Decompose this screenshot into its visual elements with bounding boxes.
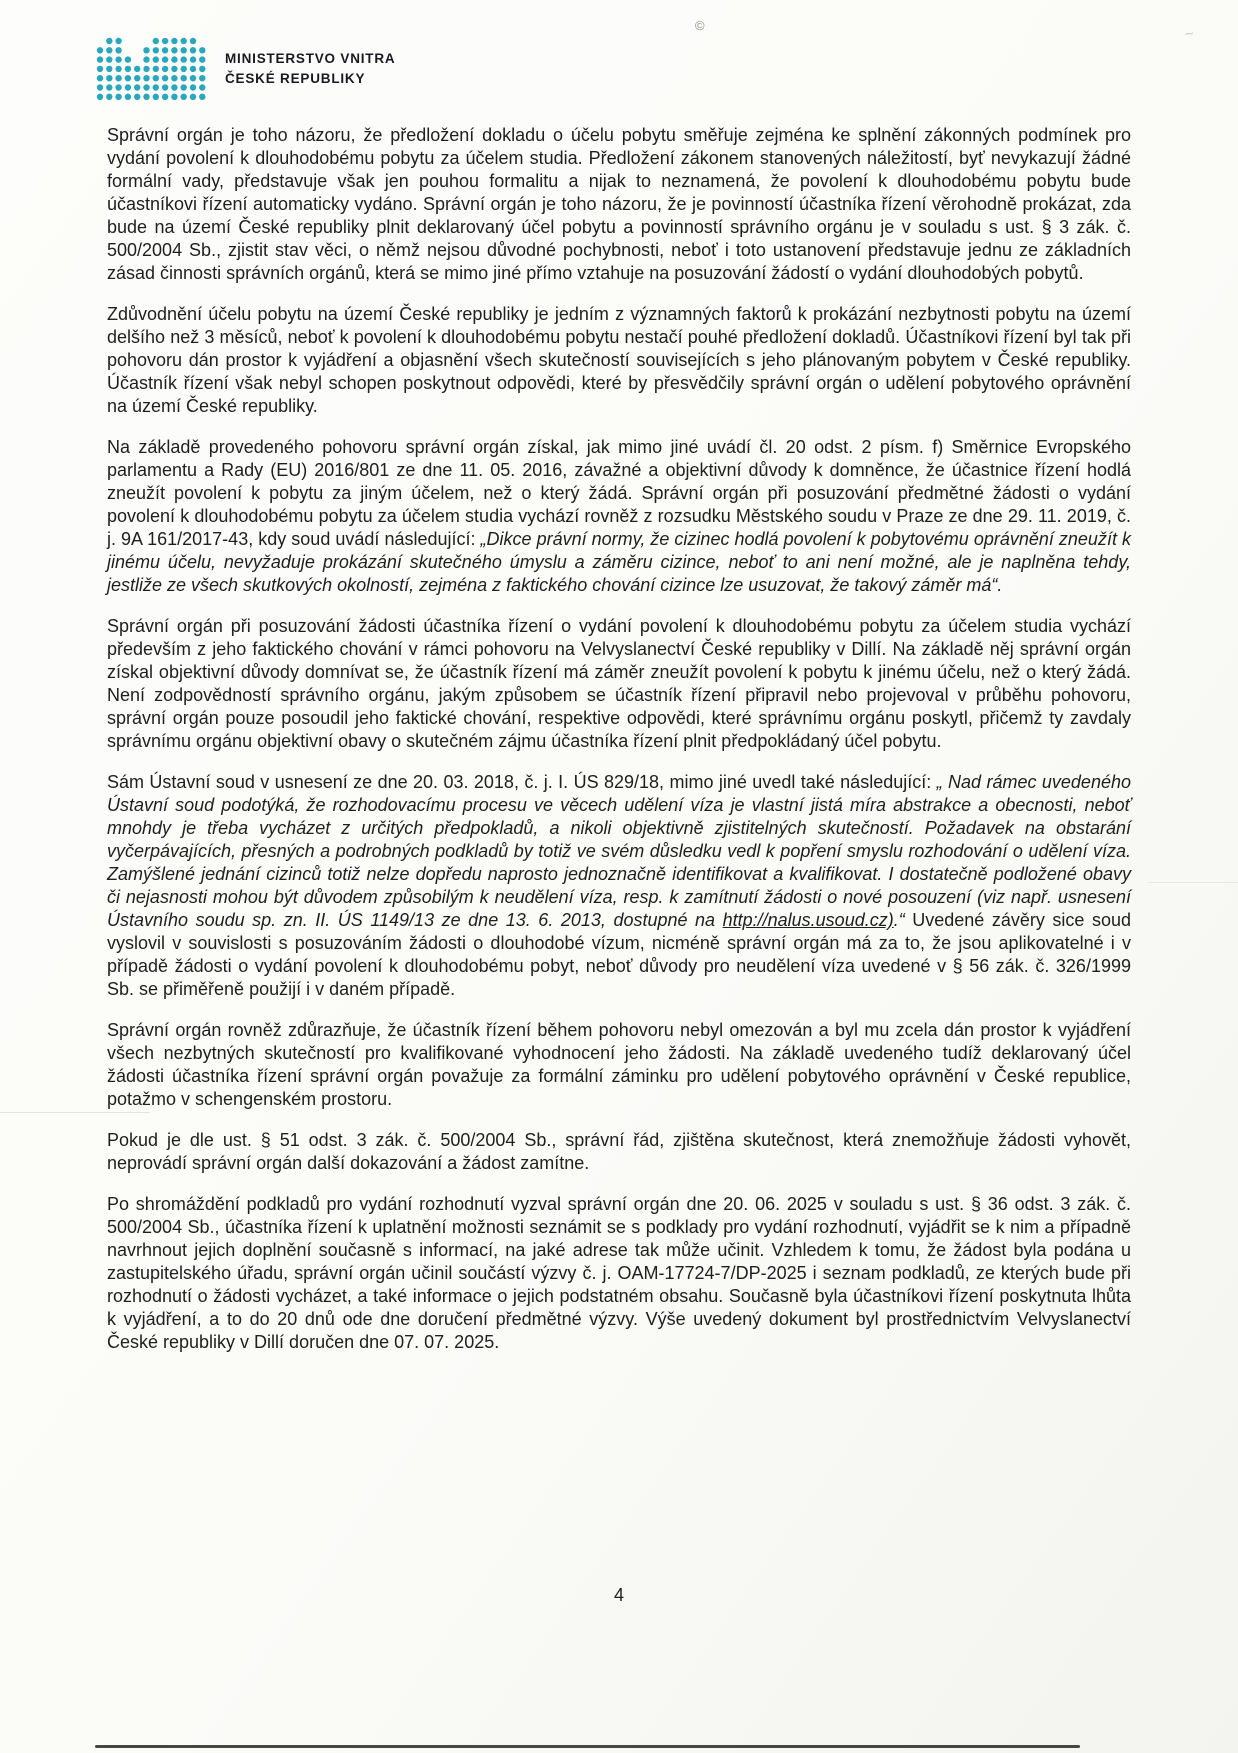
text-segment: Pokud je dle ust. § 51 odst. 3 zák. č. 500/2004 Sb., správní řád, zjištěna skutečnost, která znemožňuje žádosti vyhovět, neprovádí správní orgán další dokazování a žádost zamítne. [107, 1130, 1131, 1173]
ministry-name [225, 49, 395, 90]
court-quote-segment: „ Nad rámec uvedeného Ústavní soud podotýká, že rozhodovacímu procesu ve věcech udělení víza je vlastní jistá míra abstrakce a obecnosti, neboť mnohdy je třeba vycházet z určitých předpokladů, a nikoli objektivně zjistitelných skutečností. Požadavek na obstarání vyčerpávajících, přesných a podrobných podkladů by totiž ve svém důsledku vedl k popření smyslu rozhodování o udělení víza. Zamýšlené jednání cizinců totiž nelze dopředu naprosto jednoznačně identifikovat a kvalifikovat. I dostatečně podložené obavy či nejasnosti mohou být důvodem způsobilým k neudělení víza, resp. k zamítnutí žádosti o nové posouzení (viz např. usnesení Ústavního soudu sp. zn. II. ÚS 1149/13 ze dne 13. 6. 2013, dostupné na [107, 772, 1131, 930]
paragraph-2 [107, 303, 1131, 418]
scan-artifact-mark: © [695, 18, 705, 33]
text-segment: Po shromáždění podkladů pro vydání rozhodnutí vyzval správní orgán dne 20. 06. 2025 v souladu s ust. § 36 odst. 3 zák. č. 500/2004 Sb., účastníka řízení k uplatnění možnosti seznámit se s podklady pro vydání rozhodnutí, vyjádřit se k nim a případně navrhnout jejich doplnění současně s informací, na jaké adrese tak může učinit. Vzhledem k tomu, že žádost byla podána u zastupitelského úřadu, správní orgán učinil součástí výzvy č. j. OAM-17724-7/DP-2025 i seznam podkladů, ze kterých bude při rozhodnutí o žádosti vycházet, a také informace o jejich podstatném obsahu. Současně byla účastníkovi řízení poskytnuta lhůta k vyjádření, a to do 20 dnů ode dne doručení předmětné výzvy. Výše uvedený dokument byl prostřednictvím Velvyslanectví České republiky v Dillí doručen dne 07. 07. 2025. [107, 1194, 1131, 1352]
paragraph-6 [107, 1019, 1131, 1111]
text-segment: Na základě provedeného pohovoru správní orgán získal, jak mimo jiné uvádí čl. 20 odst. 2 písm. f) Směrnice Evropského parlamentu a Rady (EU) 2016/801 ze dne 11. 05. 2016, závažné a objektivní důvody k domněnce, že účastnice řízení hodlá zneužít povolení k pobytu za jiným účelem, než o který žádá. Správní orgán při posuzování předmětné žádosti o vydání povolení k dlouhodobému pobytu za účelem studia vychází rovněž z rozsudku Městského soudu v Praze ze dne 29. 11. 2019, č. j. 9A 161/2017-43, kdy soud uvádí následující: [107, 437, 1131, 549]
scan-artifact-squiggle: ~ [1183, 25, 1196, 44]
ministry-name-line2: ČESKÉ REPUBLIKY [225, 71, 366, 86]
page-number: 4 [613, 1585, 624, 1605]
paragraph-7 [107, 1129, 1131, 1175]
court-quote-segment: „Dikce právní normy, že cizinec hodlá povolení k pobytovému oprávnění zneužít k jinému účelu, nevyžaduje prokázání skutečného úmyslu a záměru cizince, neboť to ani není možné, ale je naplněna tehdy, jestliže ze všech skutkových okolností, zejména z faktického chování cizince lze usuzovat, že takový záměr má“. [107, 529, 1131, 595]
paragraph-4 [107, 615, 1131, 753]
scan-crease-line [1148, 882, 1238, 883]
text-segment: Správní orgán rovněž zdůrazňuje, že účastník řízení během pohovoru nebyl omezován a byl mu zcela dán prostor k vyjádření všech nezbytných skutečností pro kvalifikované vyhodnocení jeho žádosti. Na základě uvedeného tudíž deklarovaný účel žádosti účastníka řízení správní orgán považuje za formální záminku pro udělení pobytového oprávnění v České republice, potažmo v schengenském prostoru. [107, 1020, 1131, 1109]
paragraph-8 [107, 1193, 1131, 1354]
court-quote-segment: .“ [893, 910, 905, 930]
scan-edge-line [95, 1745, 1080, 1748]
paragraph-5 [107, 771, 1131, 1001]
letterhead [95, 36, 395, 102]
text-segment: Uvedené závěry sice soud vyslovil v souvislosti s posuzováním žádosti o dlouhodobé vízum, nicméně správní orgán má za to, že jsou aplikovatelné i v případě žádosti o vydání povolení k dlouhodobému pobyt, neboť důvody pro neudělení víza uvedené v § 56 zák. č. 326/1999 Sb. se přiměřeně použijí i v daném případě. [107, 910, 1131, 999]
text-segment: Sám Ústavní soud v usnesení ze dne 20. 03. 2018, č. j. I. ÚS 829/18, mimo jiné uvedl také následující: [107, 772, 937, 792]
text-segment: Správní orgán je toho názoru, že předložení dokladu o účelu pobytu směřuje zejména ke splnění zákonných podmínek pro vydání povolení k dlouhodobému pobytu za účelem studia. Předložení zákonem stanovených náležitostí, byť nevykazují žádné formální vady, představuje však jen pouhou formalitu a nijak to neznamená, že povolení k dlouhodobému pobytu bude účastníkovi řízení automaticky vydáno. Správní orgán je toho názoru, že je povinností účastníka řízení věrohodně prokázat, zda bude na území České republiky plnit deklarovaný účel pobytu a povinností správního orgánu je v souladu s ust. § 3 zák. č. 500/2004 Sb., zjistit stav věci, o němž nejsou důvodné pochybnosti, neboť i toto ustanovení představuje jednu ze základních zásad činnosti správních orgánů, která se mimo jiné přímo vztahuje na posuzování žádostí o vydání dlouhodobých pobytů. [107, 125, 1131, 283]
document-body [107, 124, 1131, 1372]
ministry-logo-icon [95, 36, 207, 102]
paragraph-1 [107, 124, 1131, 285]
paragraph-3 [107, 436, 1131, 597]
ministry-name-line1: MINISTERSTVO VNITRA [225, 50, 396, 66]
text-segment: Zdůvodnění účelu pobytu na území České republiky je jedním z významných faktorů k prokázání nezbytnosti pobytu na území delšího než 3 měsíců, neboť k povolení k dlouhodobému pobytu nestačí pouhé předložení dokladů. Účastníkovi řízení byl tak při pohovoru dán prostor k vyjádření a objasnění všech skutečností souvisejících s jeho plánovaným pobytem v České republiky. Účastník řízení však nebyl schopen poskytnout odpovědi, které by přesvědčily správní orgán o udělení pobytového oprávnění na území České republiky. [107, 304, 1131, 416]
url-text: http://nalus.usoud.cz) [722, 910, 894, 930]
text-segment: Správní orgán při posuzování žádosti účastníka řízení o vydání povolení k dlouhodobému pobytu za účelem studia vychází především z jeho faktického chování v rámci pohovoru na Velvyslanectví České republiky v Dillí. Na základě něj správní orgán získal objektivní důvody domnívat se, že účastník řízení má záměr zneužít povolení k pobytu k jinému účelu, než o který žádá. Není zodpovědností správního orgánu, jakým způsobem se účastník řízení připravil nebo projevoval v průběhu pohovoru, správní orgán pouze posoudil jeho faktické chování, respektive odpovědi, které správnímu orgánu poskytl, přičemž ty zavdaly správnímu orgánu objektivní obavy o skutečném zájmu účastníka řízení plnit předpokládaný účel pobytu. [107, 616, 1131, 751]
